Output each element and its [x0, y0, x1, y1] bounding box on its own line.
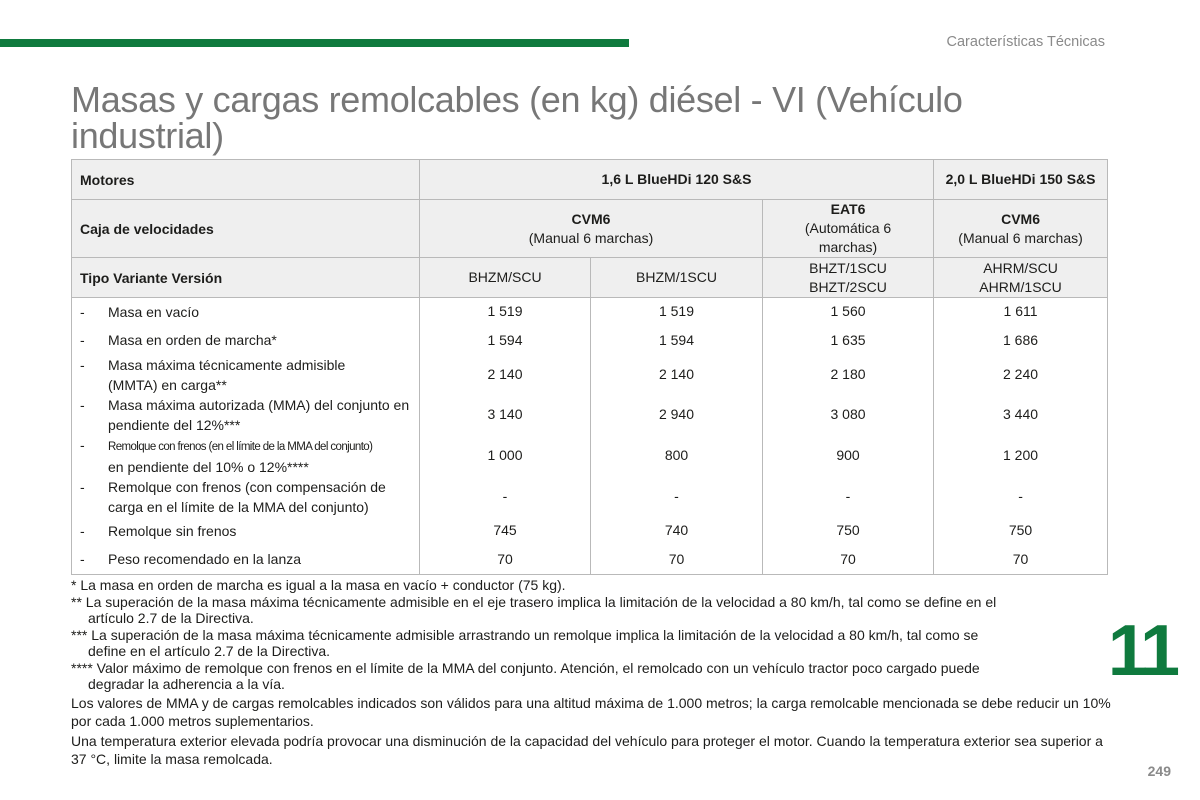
table-cell: 1 594: [591, 326, 763, 355]
table-cell: -: [591, 477, 763, 517]
gearbox-2-name: EAT6: [830, 201, 866, 217]
table-cell: 70: [763, 545, 934, 575]
table-cell: 745: [420, 517, 591, 545]
header-accent-bar: [0, 39, 629, 47]
table-row: [72, 395, 1108, 435]
row-dash: -: [80, 396, 85, 413]
table-cell: 3 080: [763, 395, 934, 435]
row-label: en pendiente del 10% o 12%****: [108, 458, 309, 475]
footnote-2: ** La superación de la masa máxima técnicamente admisible en el eje trasero implica la limitación de la velocidad a 80 km/h, tal como se define en el: [71, 593, 997, 610]
engines-label: Motores: [72, 160, 420, 200]
variant-cell: [763, 258, 934, 298]
row-label: Remolque con frenos (en el límite de la MMA del conjunto): [108, 440, 373, 453]
row-dash: -: [80, 436, 85, 453]
gearbox-1: [420, 200, 763, 258]
page-title: Masas y cargas remolcables (en kg) diésel - VI (Vehículo industrial): [71, 79, 963, 156]
table-cell: -: [763, 477, 934, 517]
table-cell: 1 200: [934, 435, 1108, 477]
gearbox-row: [72, 200, 1108, 258]
variant-line: BHZT/2SCU: [809, 278, 887, 295]
gearbox-3-desc: (Manual 6 marchas): [958, 229, 1083, 246]
table-cell: 70: [591, 545, 763, 575]
table-cell: 2 140: [591, 355, 763, 395]
gearbox-3: [934, 200, 1108, 258]
gearbox-2-desc: (Automática 6 marchas): [804, 220, 892, 255]
table-cell: 1 635: [763, 326, 934, 355]
table-cell: 1 519: [591, 298, 763, 326]
row-dash: -: [80, 303, 85, 320]
footnote-4: **** Valor máximo de remolque con frenos en el límite de la MMA del conjunto. Atención, el remolcado con un vehículo tractor poco cargado puede: [71, 659, 980, 676]
row-dash: -: [80, 478, 85, 495]
footnote-4-cont: degradar la adherencia a la vía.: [88, 676, 285, 692]
table-row: [72, 355, 1108, 395]
table-cell: 750: [763, 517, 934, 545]
variant-line: AHRM/1SCU: [979, 278, 1062, 295]
variant-row: [72, 258, 1108, 298]
gearbox-2: [763, 200, 934, 258]
variant-cell: BHZM/SCU: [420, 258, 591, 298]
footnotes: [71, 577, 1111, 769]
row-label: Masa en orden de marcha*: [108, 332, 277, 348]
page-number: 249: [1147, 763, 1171, 779]
footnote-3: *** La superación de la masa máxima técnicamente admisible arrastrando un remolque implica la limitación de la velocidad a 80 km/h, tal como se: [71, 626, 979, 643]
table-row: [72, 326, 1108, 355]
row-label: Masa en vacío: [108, 303, 200, 320]
variant-label: Tipo Variante Versión: [72, 258, 420, 298]
row-label: Remolque con frenos (con compensación de carga en el límite de la MMA del conjunto): [108, 478, 386, 515]
variant-line: AHRM/SCU: [983, 259, 1058, 276]
table-cell: 1 519: [420, 298, 591, 326]
row-dash: -: [80, 551, 85, 568]
section-header: Características Técnicas: [946, 34, 1105, 50]
row-dash: -: [80, 356, 85, 373]
footnote-1: * La masa en orden de marcha es igual a la masa en vacío + conductor (75 kg).: [71, 577, 566, 593]
table-cell: 900: [763, 435, 934, 477]
row-label: Peso recomendado en la lanza: [108, 551, 302, 568]
variant-cell: BHZM/1SCU: [591, 258, 763, 298]
table-cell: 1 000: [420, 435, 591, 477]
row-label: Masa máxima autorizada (MMA) del conjunto en pendiente del 12%***: [108, 396, 410, 433]
table-cell: 1 560: [763, 298, 934, 326]
chapter-number: 11: [1107, 611, 1176, 691]
table-cell: 800: [591, 435, 763, 477]
table-cell: 3 440: [934, 395, 1108, 435]
row-label-cell: [72, 326, 420, 355]
row-dash: -: [80, 332, 85, 348]
spec-table: [71, 159, 1108, 575]
row-label-cell: [72, 517, 420, 545]
footnote-2-cont: artículo 2.7 de la Directiva.: [88, 610, 254, 626]
row-label: Masa máxima técnicamente admisible (MMTA) en carga**: [108, 356, 346, 393]
table-cell: 1 611: [934, 298, 1108, 326]
table-row: [72, 545, 1108, 575]
row-dash: -: [80, 522, 85, 539]
gearbox-3-name: CVM6: [1001, 210, 1040, 227]
table-cell: 2 940: [591, 395, 763, 435]
table-cell: 70: [934, 545, 1108, 575]
row-label: Remolque sin frenos: [108, 522, 237, 539]
row-label-cell: [72, 435, 420, 477]
engine-1: 1,6 L BlueHDi 120 S&S: [420, 160, 934, 200]
table-cell: 2 180: [763, 355, 934, 395]
gearbox-1-name: CVM6: [571, 210, 611, 227]
table-cell: 750: [934, 517, 1108, 545]
altitude-note: Los valores de MMA y de cargas remolcables indicados son válidos para una altitud máxima de 1.000 metros; la carga remolcable mencionada se debe reducir un 10% por cada 1.000 metros suplementarios.: [71, 694, 1111, 729]
table-row: [72, 435, 1108, 477]
engine-2: 2,0 L BlueHDi 150 S&S: [934, 160, 1108, 200]
row-label-cell: [72, 395, 420, 435]
variant-cell: [934, 258, 1108, 298]
row-label-cell: [72, 298, 420, 326]
engines-row: [72, 160, 1108, 200]
table-cell: -: [420, 477, 591, 517]
table-cell: 2 240: [934, 355, 1108, 395]
table-row: [72, 298, 1108, 326]
table-cell: 3 140: [420, 395, 591, 435]
row-label-cell: [72, 545, 420, 575]
table-cell: 1 686: [934, 326, 1108, 355]
footnote-3-cont: define en el artículo 2.7 de la Directiva.: [88, 643, 331, 659]
gearbox-1-desc: (Manual 6 marchas): [528, 229, 654, 246]
table-cell: 740: [591, 517, 763, 545]
row-label-cell: [72, 355, 420, 395]
table-row: [72, 517, 1108, 545]
table-cell: -: [934, 477, 1108, 517]
table-cell: 2 140: [420, 355, 591, 395]
table-cell: 1 594: [420, 326, 591, 355]
gearbox-label: Caja de velocidades: [72, 200, 420, 258]
temperature-note: Una temperatura exterior elevada podría provocar una disminución de la capacidad del vehículo para proteger el motor. Cuando la temperatura exterior sea superior a 37 °C, limite la masa remolcada.: [71, 732, 1103, 767]
table-row: [72, 477, 1108, 517]
table-cell: 70: [420, 545, 591, 575]
row-label-cell: [72, 477, 420, 517]
row-label-group: [108, 435, 419, 477]
variant-line: BHZT/1SCU: [809, 259, 887, 276]
